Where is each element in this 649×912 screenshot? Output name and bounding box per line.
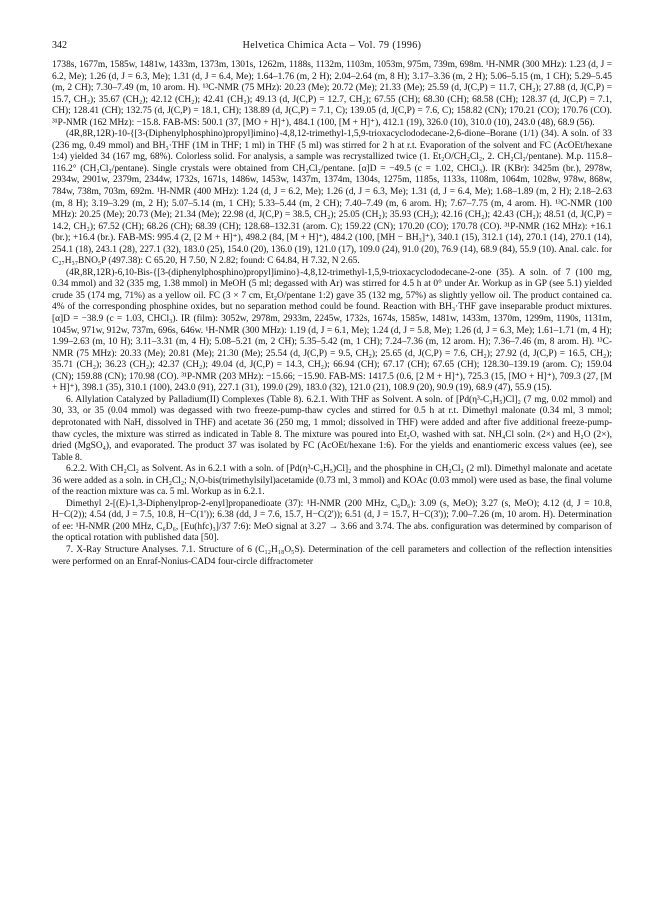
page-number: 342 [52, 40, 67, 51]
paragraph-ch2cl2-solvent: 6.2.2. With CH₂Cl₂ as Solvent. As in 6.2.1 with a soln. of [Pd(η³-C₃H₅)Cl]₂ and the phosphine in CH₂Cl₂ (2 ml). Dimethyl malonate and acetate 36 were added as a soln. in CH₂Cl₂; N,O-bis(trimethylsilyl)acetamide (0.73 ml, 3 mmol) and KOAc (0.03 mmol) were used as base, the final volume of the reaction mixture was ca. 5 ml. Workup as in 6.2.1. [52, 464, 612, 498]
journal-page [52, 40, 612, 568]
paragraph-compound-34: (4R,8R,12R)-10-{[3-(Diphenylphosphino)propyl]imino}-4,8,12-trimethyl-1,5,9-trioxacyclododecane-2,6-dione–Borane (1/1) (34). A soln. of 33 (236 mg, 0.49 mmol) and BH₃·THF (1M in THF; 1 ml) in THF (5 ml) was stirred for 2 h at r.t. Evaporation of the solvent and FC (AcOEt/hexane 1:4) yielded 34 (167 mg, 68%). Colorless solid. For analysis, a sample was recrystallized twice (1. Et₂O/CH₂Cl₂, 2. CH₂Cl₂/pentane). M.p. 115.8–116.2° (CH₂Cl₂/pentane). Single crystals were obtained from CH₂Cl₂/pentane. [α]D = −49.5 (c = 1.02, CHCl₃). IR (KBr): 3425m (br.), 2978w, 2934w, 2901w, 2379m, 2344w, 1732s, 1671s, 1486w, 1453w, 1437m, 1374m, 1304s, 1275m, 1185s, 1133s, 1108m, 1064m, 1028w, 978w, 868w, 784w, 738m, 703m, 692m. ¹H-NMR (400 MHz): 1.24 (d, J = 6.2, Me); 1.26 (d, J = 6.3, Me); 1.31 (d, J = 6.4, Me); 1.68–1.89 (m, 2 H); 2.18–2.63 (m, 8 H); 3.19–3.29 (m, 2 H); 5.07–5.14 (m, 1 CH); 5.33–5.44 (m, 2 CH); 7.40–7.49 (m, 6 arom. H); 7.67–7.75 (m, 4 arom. H). ¹³C-NMR (100 MHz): 20.25 (Me); 20.73 (Me); 21.34 (Me); 22.98 (d, J(C,P) = 38.5, CH₂); 25.05 (CH₂); 35.93 (CH₂); 42.16 (CH₂); 42.43 (CH₂); 48.51 (d, J(C,P) = 14.2, CH₂); 67.52 (CH); 68.26 (CH); 68.39 (CH); 128.68–132.31 (arom. C); 159.22 (CN); 170.20 (CO); 170.78 (CO). ³¹P-NMR (162 MHz): +16.1 (br.); +16.4 (br.). FAB-MS: 995.4 (2, [2 M + H]⁺), 498.2 (84, [M + H]⁺), 484.2 (100, [MH − BH₃]⁺), 340.1 (15), 312.1 (14), 270.1 (14), 270.1 (14), 254.1 (18), 243.1 (28), 227.1 (32), 183.0 (25), 154.0 (20), 136.0 (19), 121.0 (17), 109.0 (24), 91.0 (20), 76.9 (14), 68.9 (84), 55.9 (10). Anal. calc. for C₂₇H₃₇BNO₅P (497.38): C 65.20, H 7.50, N 2.82; found: C 64.84, H 7.32, N 2.65. [52, 129, 612, 267]
page-header [52, 40, 612, 54]
paragraph-compound-37: Dimethyl 2-[(E)-1,3-Diphenylprop-2-enyl]propanedioate (37): ¹H-NMR (200 MHz, C₆D₆): 3.09 (s, MeO); 3.27 (s, MeO); 4.12 (d, J = 10.8, H−C(2)); 4.54 (dd, J = 7.5, 10.8, H−C(1')); 6.38 (dd, J = 7.6, 15.7, H−C(2')); 6.51 (d, J = 15.7, H−C(3')); 7.00–7.26 (m, 10 arom. H). Determination of ee: ¹H-NMR (200 MHz, C₆D₆, [Eu(hfc)₃]/37 7:6): MeO signal at 3.27 → 3.66 and 3.74. The abs. configuration was determined by comparison of the optical rotation with published data [50]. [52, 498, 612, 544]
running-head: Helvetica Chimica Acta – Vol. 79 (1996) [242, 40, 422, 51]
paragraph-compound-35: (4R,8R,12R)-6,10-Bis-{[3-(diphenylphosphino)propyl]imino}-4,8,12-trimethyl-1,5,9-trioxacyclododecane-2-one (35). A soln. of 7 (100 mg, 0.34 mmol) and 32 (335 mg, 1.38 mmol) in MeOH (5 ml; degassed with Ar) was stirred for 4.5 h at 0° under Ar. Workup as in GP (see 5.1) yielded crude 35 (174 mg, 71%) as a yellow oil. FC (3 × 7 cm, Et₂O/pentane 1:2) gave 35 (132 mg, 57%) as slightly yellow oil. The product contained ca. 4% of the corresponding phosphine oxides, but no separation method could be found. Reaction with BH₃·THF gave inseparable product mixtures. [α]D = −38.9 (c = 1.03, CHCl₃). IR (film): 3052w, 2978m, 2933m, 2245w, 1732s, 1674s, 1585w, 1481w, 1433m, 1370m, 1299m, 1190s, 1131m, 1045w, 971w, 912w, 737m, 696s, 646w. ¹H-NMR (300 MHz): 1.19 (d, J = 6.1, Me); 1.24 (d, J = 5.8, Me); 1.26 (d, J = 6.3, Me); 1.61–1.71 (m, 4 H); 1.99–2.63 (m, 10 H); 3.11–3.31 (m, 4 H); 5.08–5.21 (m, 2 CH); 5.35–5.42 (m, 1 CH); 7.24–7.36 (m, 12 arom. H); 7.36–7.46 (m, 8 arom. H). ¹³C-NMR (75 MHz): 20.33 (Me); 20.81 (Me); 21.30 (Me); 25.54 (d, J(C,P) = 9.5, CH₂); 25.65 (d, J(C,P) = 7.6, CH₂); 27.92 (d, J(C,P) = 16.5, CH₂); 35.71 (CH₂); 36.23 (CH₂); 42.37 (CH₂); 49.04 (d, J(C,P) = 14.3, CH₂); 66.94 (CH); 67.17 (CH); 67.65 (CH); 128.30–139.19 (arom. C); 159.04 (CN); 159.88 (CN); 170.98 (CO). ³¹P-NMR (203 MHz): −15.66; −15.90. FAB-MS: 1417.5 (0.6, [2 M + H]⁺), 725.3 (15, [MO + H]⁺), 709.3 (27, [M + H]⁺), 398.1 (35), 310.1 (100), 243.0 (91), 227.1 (31), 199.0 (29), 183.0 (32), 121.0 (21), 108.9 (20), 90.9 (19), 68.9 (47), 55.9 (15). [52, 267, 612, 394]
paragraph-xray: 7. X-Ray Structure Analyses. 7.1. Structure of 6 (C₁₂H₁₈O₅S). Determination of the cell parameters and collection of the reflection intensities were performed on an Enraf-Nonius-CAD4 four-circle diffractometer [52, 544, 612, 567]
paragraph-allylation: 6. Allylation Catalyzed by Palladium(II) Complexes (Table 8). 6.2.1. With THF as Solvent. A soln. of [Pd(η³-C₃H₅)Cl]₂ (7 mg, 0.02 mmol) and 30, 33, or 35 (0.04 mmol) was degassed with two freeze-pump-thaw cycles and stirred for 0.5 h at r.t. Dimethyl malonate (0.34 ml, 3 mmol; deprotonated with NaH, dissolved in THF) and acetate 36 (250 mg, 1 mmol; dissolved in THF) were added and after five additional freeze-pump-thaw cycles, the mixture was stirred as indicated in Table 8. The mixture was poured into Et₂O, washed with sat. NH₄Cl soln. (2×) and H₂O (2×), dried (MgSO₄), and evaporated. The product 37 was isolated by FC (AcOEt/hexane 1:6). For the yields and enantiomeric excess values (ee), see Table 8. [52, 394, 612, 463]
paragraph-ir-nmr-data: 1738s, 1677m, 1585w, 1481w, 1433m, 1373m, 1301s, 1262m, 1188s, 1132m, 1103m, 1053m, 975m, 739m, 698m. ¹H-NMR (300 MHz): 1.23 (d, J = 6.2, Me); 1.26 (d, J = 6.3, Me); 1.31 (d, J = 6.4, Me); 1.64–1.76 (m, 2 H); 2.04–2.64 (m, 8 H); 3.17–3.36 (m, 2 H); 5.06–5.15 (m, 1 CH); 5.29–5.45 (m, 2 CH); 7.30–7.49 (m, 10 arom. H). ¹³C-NMR (75 MHz): 20.23 (Me); 20.72 (Me); 21.33 (Me); 25.59 (d, J(C,P) = 11.7, CH₂); 27.88 (d, J(C,P) = 15.7, CH₂); 35.67 (CH₂); 42.12 (CH₂); 42.41 (CH₂); 49.13 (d, J(C,P) = 12.7, CH₂); 67.55 (CH); 68.30 (CH); 68.58 (CH); 128.37 (d, J(C,P) = 7.1, CH); 128.41 (CH); 132.75 (d, J(C,P) = 18.1, CH); 138.89 (d, J(C,P) = 7.1, C); 139.05 (d, J(C,P) = 7.6, C); 158.82 (CN); 170.21 (CO); 170.76 (CO). ³¹P-NMR (162 MHz): −15.8. FAB-MS: 500.1 (37, [MO + H]⁺), 484.1 (100, [M + H]⁺), 412.1 (19), 326.0 (10), 310.0 (10), 243.0 (48), 68.9 (56). [52, 60, 612, 128]
